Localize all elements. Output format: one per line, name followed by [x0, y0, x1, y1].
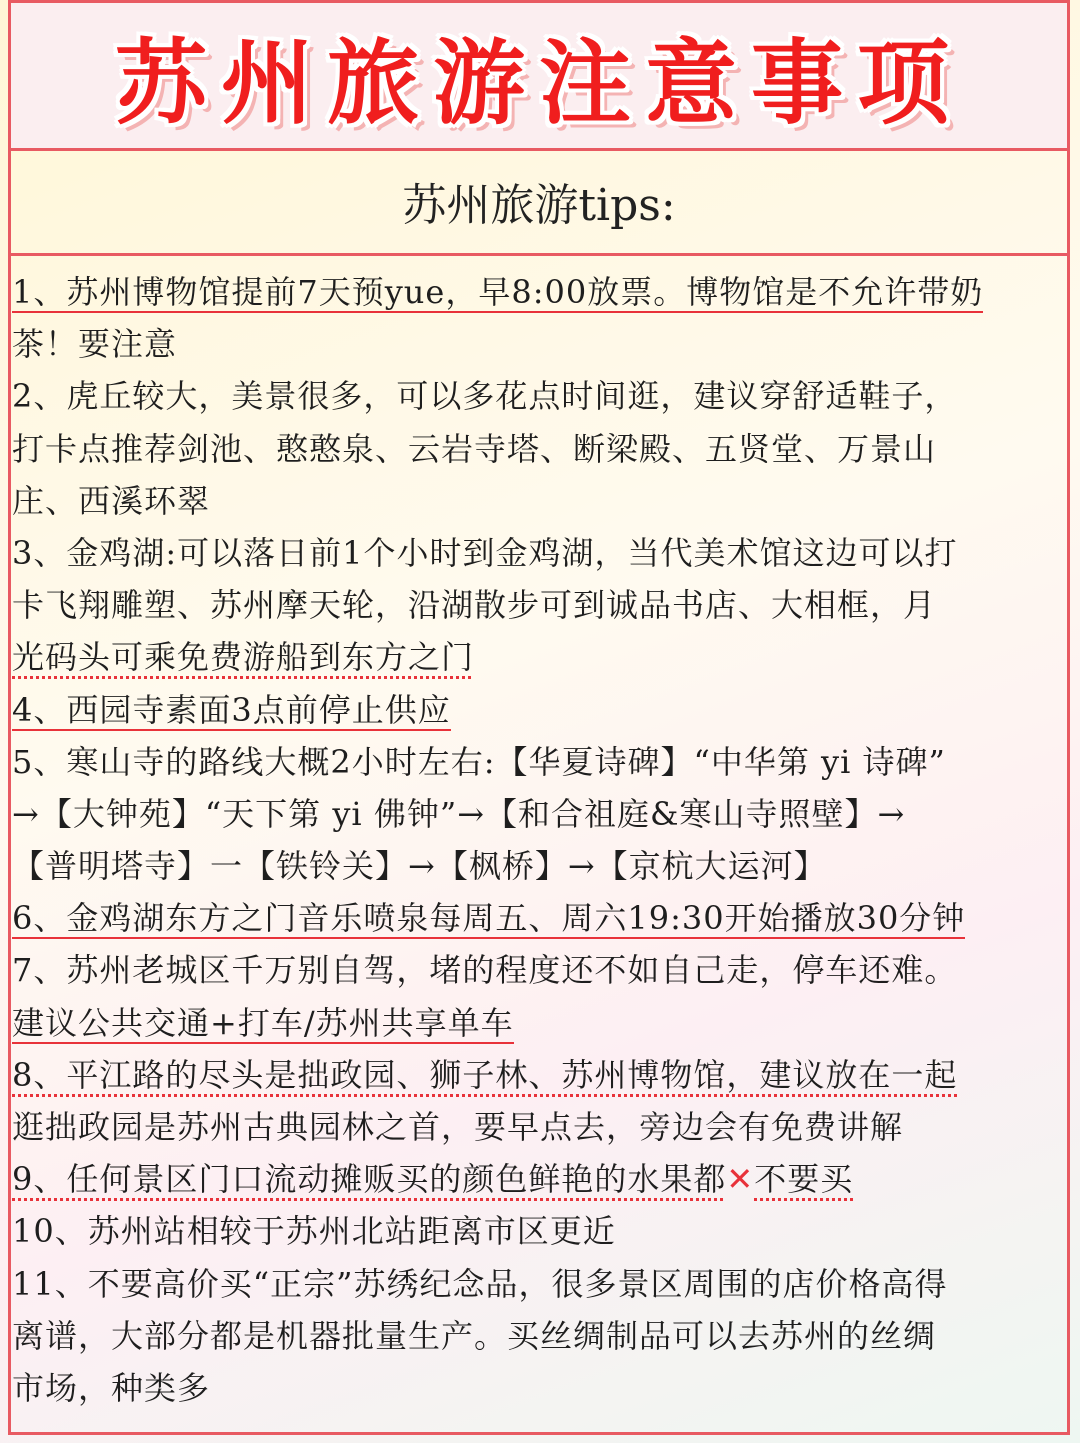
tip-line: 卡飞翔雕塑、苏州摩天轮，沿湖散步可到诚品书店、大相框，月	[12, 586, 937, 625]
tip-line: 打卡点推荐剑池、憨憨泉、云岩寺塔、断梁殿、五贤堂、万景山	[12, 429, 937, 468]
tip-line: 1、苏州博物馆提前7天预yue，早8:00放票。博物馆是不允许带奶	[12, 273, 984, 311]
tip-line: 11、不要高价买“正宗”苏绣纪念品，很多景区周围的店价格高得	[12, 1264, 948, 1303]
tip-line: 3、金鸡湖:可以落日前1个小时到金鸡湖，当代美术馆这边可以打	[12, 533, 958, 572]
tip-line: →【大钟苑】“天下第 yi 佛钟”→【和合祖庭&寒山寺照壁】→	[12, 794, 906, 833]
tip-line: 4、西园寺素面3点前停止供应	[12, 690, 451, 729]
tip-line: 7、苏州老城区千万别自驾，堵的程度还不如自己走，停车还难。	[12, 951, 958, 990]
tip-line: 市场，种类多	[12, 1368, 211, 1407]
page-subtitle: 苏州旅游tips:	[402, 179, 676, 231]
cross-mark-icon: ✕	[726, 1160, 755, 1199]
tip-line: 5、寒山寺的路线大概2小时左右:【华夏诗碑】“中华第 yi 诗碑”	[12, 742, 946, 781]
tip-line: 光码头可乘免费游船到东方之门	[12, 638, 475, 677]
tip-line: 8、平江路的尽头是拙政园、狮子林、苏州博物馆，建议放在一起	[12, 1055, 958, 1094]
tip-line: 庄、西溪环翠	[12, 481, 211, 520]
page-title: 苏州旅游注意事项	[114, 29, 963, 137]
tip-line: 6、金鸡湖东方之门音乐喷泉每周五、周六19:30开始播放30分钟	[12, 899, 966, 938]
tip-line: 建议公共交通+打车/苏州共享单车	[12, 1003, 514, 1042]
title-banner	[11, 3, 1067, 151]
tip-line: 2、虎丘较大，美景很多，可以多花点时间逛，建议穿舒适鞋子，	[12, 377, 958, 416]
subtitle-banner	[11, 148, 1067, 256]
tips-list	[12, 266, 1052, 1414]
tip-line: 【普明塔寺】一【铁铃关】→【枫桥】→【京杭大运河】	[12, 847, 827, 886]
tip-line: 离谱，大部分都是机器批量生产。买丝绸制品可以去苏州的丝绸	[12, 1316, 937, 1355]
tip-line: 9、任何景区门口流动摊贩买的颜色鲜艳的水果都✕不要买	[12, 1160, 854, 1199]
tip-line: 茶！要注意	[12, 325, 178, 364]
tip-line: 逛拙政园是苏州古典园林之首，要早点去，旁边会有免费讲解	[12, 1108, 904, 1146]
tip-line: 10、苏州站相较于苏州北站距离市区更近	[12, 1212, 616, 1251]
